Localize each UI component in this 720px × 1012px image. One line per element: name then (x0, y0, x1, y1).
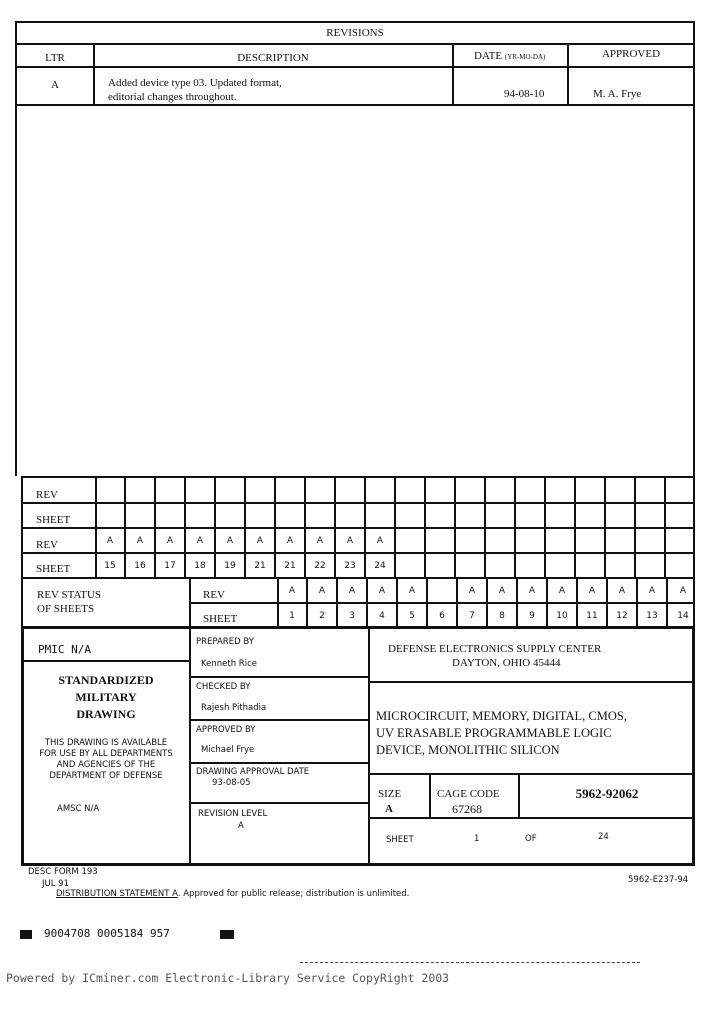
sheet-cell (126, 503, 156, 528)
sheet-cell (576, 553, 606, 578)
rev-cell (486, 477, 516, 502)
sheet-cell: 23 (336, 553, 366, 578)
rev-status-cell: A (548, 578, 578, 603)
sheet-cell (606, 503, 636, 528)
rev-status-cell: A (578, 578, 608, 603)
rev-label: REV (36, 539, 58, 551)
sheet-cell (336, 503, 366, 528)
rev-cell (666, 477, 696, 502)
rev-cell (576, 477, 606, 502)
rev-cell (426, 528, 456, 553)
sheet-status-cell: 13 (638, 603, 668, 628)
size-value: A (385, 803, 393, 815)
smd-notice-line3: AND AGENCIES OF THE (56, 760, 156, 770)
rev-cell (126, 477, 156, 502)
drawing-number: 5962-92062 (575, 786, 639, 801)
sheet-cell: 21 (246, 553, 276, 578)
divider (452, 43, 454, 105)
sheet-cell (456, 503, 486, 528)
approval-date: 93-08-05 (212, 778, 251, 788)
divider (368, 817, 695, 819)
divider (15, 66, 695, 68)
divider (15, 43, 695, 45)
sheet-cell (396, 503, 426, 528)
sheet-cell (486, 503, 516, 528)
rev-status-cell: A (338, 578, 368, 603)
rev-cell: A (126, 528, 156, 553)
divider (15, 104, 695, 106)
rev-status-cell: A (278, 578, 308, 603)
sheet-status-cell: 1 (278, 603, 308, 628)
rev-cell (456, 528, 486, 553)
rev-cell (486, 528, 516, 553)
sheet-cell (396, 553, 426, 578)
sheet-total: 24 (598, 832, 609, 842)
rev-cell: A (366, 528, 396, 553)
rev-cell: A (246, 528, 276, 553)
rev-cell (276, 477, 306, 502)
rev-status-label-line1: REV STATUS (37, 589, 102, 601)
sheet-cell: 18 (186, 553, 216, 578)
rev-cell (396, 528, 426, 553)
title-line2: UV ERASABLE PROGRAMMABLE LOGIC (376, 726, 612, 740)
sheet-status-cell: 8 (488, 603, 518, 628)
amsc: AMSC N/A (57, 804, 100, 814)
sheet-cell (456, 553, 486, 578)
approved-by-label: APPROVED BY (196, 725, 256, 735)
approved-header: APPROVED (601, 48, 661, 60)
rev-cell (456, 477, 486, 502)
rev-cell (546, 477, 576, 502)
rev-label: REV (203, 589, 225, 601)
checked-by-label: CHECKED BY (196, 682, 251, 692)
checked-by-name: Rajesh Pithadia (201, 703, 267, 713)
sheet-cell (216, 503, 246, 528)
rev-cell (96, 477, 126, 502)
rev-cell (576, 528, 606, 553)
barcode-text: 9004708 0005184 957 (44, 927, 170, 940)
rev-cell (666, 528, 696, 553)
rev-status-label-line2: OF SHEETS (37, 603, 95, 615)
revision-level-label: REVISION LEVEL (198, 809, 268, 819)
sheet-status-cell: 12 (608, 603, 638, 628)
sheet-cell (426, 503, 456, 528)
rev-status-cell: A (368, 578, 398, 603)
rev-status-cell: A (518, 578, 548, 603)
revision-approved: M. A. Frye (593, 88, 642, 100)
rev-cell (246, 477, 276, 502)
sheet-of-label: OF (525, 834, 537, 844)
revision-level: A (238, 821, 244, 831)
divider (21, 660, 190, 662)
divider (368, 773, 695, 775)
rev-status-cell: A (398, 578, 428, 603)
sheet-cell: 24 (366, 553, 396, 578)
rev-cell: A (156, 528, 186, 553)
revisions-title: REVISIONS (326, 27, 384, 39)
sheet-status-cell: 14 (677, 610, 689, 621)
rev-cell (366, 477, 396, 502)
rev-status-cell: A (308, 578, 338, 603)
sheet-label: SHEET (203, 613, 238, 625)
sheet-cell (546, 553, 576, 578)
sheet-cell (96, 503, 126, 528)
rev-cell (516, 477, 546, 502)
sheet-status-cell: 9 (518, 603, 548, 628)
powered-by: Powered by ICminer.com Electronic-Library Service CopyRight 2003 (6, 971, 450, 985)
rev-status-cell: A (488, 578, 518, 603)
sheet-cell (606, 553, 636, 578)
sheet-status-cell: 2 (308, 603, 338, 628)
rev-cell (156, 477, 186, 502)
sheet-status-cell: 4 (368, 603, 398, 628)
date-format: (YR-MO-DA) (504, 53, 546, 61)
smd-notice-line1: THIS DRAWING IS AVAILABLE (44, 738, 168, 748)
rev-cell (336, 477, 366, 502)
sheet-cell (576, 503, 606, 528)
rev-cell: A (306, 528, 336, 553)
revision-description-line2: editorial changes throughout. (108, 91, 237, 103)
sheet-cell: 15 (96, 553, 126, 578)
approval-date-label: DRAWING APPROVAL DATE (196, 767, 310, 777)
title-line3: DEVICE, MONOLITHIC SILICON (376, 743, 560, 757)
barcode-mark-icon (220, 930, 234, 939)
sheet-cell (426, 553, 456, 578)
rev-cell (396, 477, 426, 502)
revision-date: 94-08-10 (504, 88, 545, 100)
sheet-cell: 19 (216, 553, 246, 578)
rev-cell (306, 477, 336, 502)
divider (189, 676, 369, 678)
prepared-by-name: Kenneth Rice (201, 659, 257, 669)
agency-line2: DAYTON, OHIO 45444 (452, 657, 561, 669)
rev-cell: A (276, 528, 306, 553)
size-label: SIZE (378, 788, 402, 800)
smd-line2: MILITARY (75, 690, 137, 704)
divider (189, 719, 369, 721)
smd-notice-line4: DEPARTMENT OF DEFENSE (49, 771, 163, 781)
sheet-cell (516, 503, 546, 528)
sheet-cell (246, 503, 276, 528)
rev-cell: A (186, 528, 216, 553)
date-header (474, 50, 545, 62)
sheet-label: SHEET (36, 514, 71, 526)
sheet-cell (636, 503, 666, 528)
sheet-cell (366, 503, 396, 528)
sheet-status-cell: 10 (548, 603, 578, 628)
sheet-number: 1 (474, 834, 480, 844)
rev-cell: A (96, 528, 126, 553)
distribution-statement (56, 889, 409, 899)
sheet-status-cell: 7 (458, 603, 488, 628)
smd-line1: STANDARDIZED (58, 673, 154, 687)
divider (429, 773, 431, 818)
rev-cell (546, 528, 576, 553)
sheet-cell: 16 (126, 553, 156, 578)
sheet-cell (666, 553, 696, 578)
sheet-cell (516, 553, 546, 578)
sheet-cell (546, 503, 576, 528)
smd-line3: DRAWING (76, 707, 136, 721)
rev-status-cell (428, 578, 458, 603)
sheet-cell (156, 503, 186, 528)
barcode-mark-icon (20, 930, 32, 939)
rev-cell: A (216, 528, 246, 553)
rev-cell (636, 528, 666, 553)
agency-line1: DEFENSE ELECTRONICS SUPPLY CENTER (388, 643, 602, 655)
rev-cell (636, 477, 666, 502)
form-date: JUL 91 (42, 879, 69, 889)
approved-by-name: Michael Frye (201, 745, 255, 755)
sheet-status-cell: 11 (578, 603, 608, 628)
sheet-cell (186, 503, 216, 528)
divider (300, 962, 640, 963)
rev-cell (606, 528, 636, 553)
document-code: 5962-E237-94 (628, 875, 689, 885)
divider (189, 577, 191, 628)
rev-status-cell: A (458, 578, 488, 603)
rev-status-cell: A (638, 578, 668, 603)
sheet-label: SHEET (386, 835, 414, 845)
divider (189, 762, 369, 764)
sheet-status-cell: 5 (398, 603, 428, 628)
rev-cell: A (336, 528, 366, 553)
sheet-status-cell: 3 (338, 603, 368, 628)
rev-cell (516, 528, 546, 553)
divider (368, 627, 370, 865)
rev-status-cell: A (679, 585, 687, 596)
prepared-by-label: PREPARED BY (196, 637, 254, 647)
revision-description-line1: Added device type 03. Updated format, (108, 77, 282, 89)
pmic: PMIC N/A (38, 643, 91, 656)
cage-code-label: CAGE CODE (437, 788, 500, 800)
sheet-cell: 17 (156, 553, 186, 578)
rev-cell (216, 477, 246, 502)
description-header: DESCRIPTION (237, 52, 309, 64)
divider (189, 802, 369, 804)
sheet-cell (276, 503, 306, 528)
sheet-cell (666, 503, 696, 528)
smd-notice-line2: FOR USE BY ALL DEPARTMENTS (39, 749, 173, 759)
distribution-label: DISTRIBUTION STATEMENT A (56, 889, 178, 899)
ltr-header: LTR (45, 52, 65, 64)
cage-code-value: 67268 (452, 802, 482, 816)
revision-ltr: A (51, 79, 59, 91)
rev-cell (186, 477, 216, 502)
sheet-status-cell: 6 (428, 603, 458, 628)
rev-cell (606, 477, 636, 502)
divider (368, 681, 695, 683)
form-number: DESC FORM 193 (28, 867, 98, 877)
rev-cell (426, 477, 456, 502)
rev-status-cell: A (608, 578, 638, 603)
distribution-text: . Approved for public release; distribution is unlimited. (177, 889, 410, 899)
sheet-cell (486, 553, 516, 578)
sheet-cell (306, 503, 336, 528)
title-line1: MICROCIRCUIT, MEMORY, DIGITAL, CMOS, (376, 709, 627, 723)
rev-label: REV (36, 489, 58, 501)
sheet-cell: 21 (276, 553, 306, 578)
sheet-cell (636, 553, 666, 578)
sheet-label: SHEET (36, 563, 71, 575)
sheet-cell: 22 (306, 553, 336, 578)
date-header-label: DATE (474, 50, 503, 62)
